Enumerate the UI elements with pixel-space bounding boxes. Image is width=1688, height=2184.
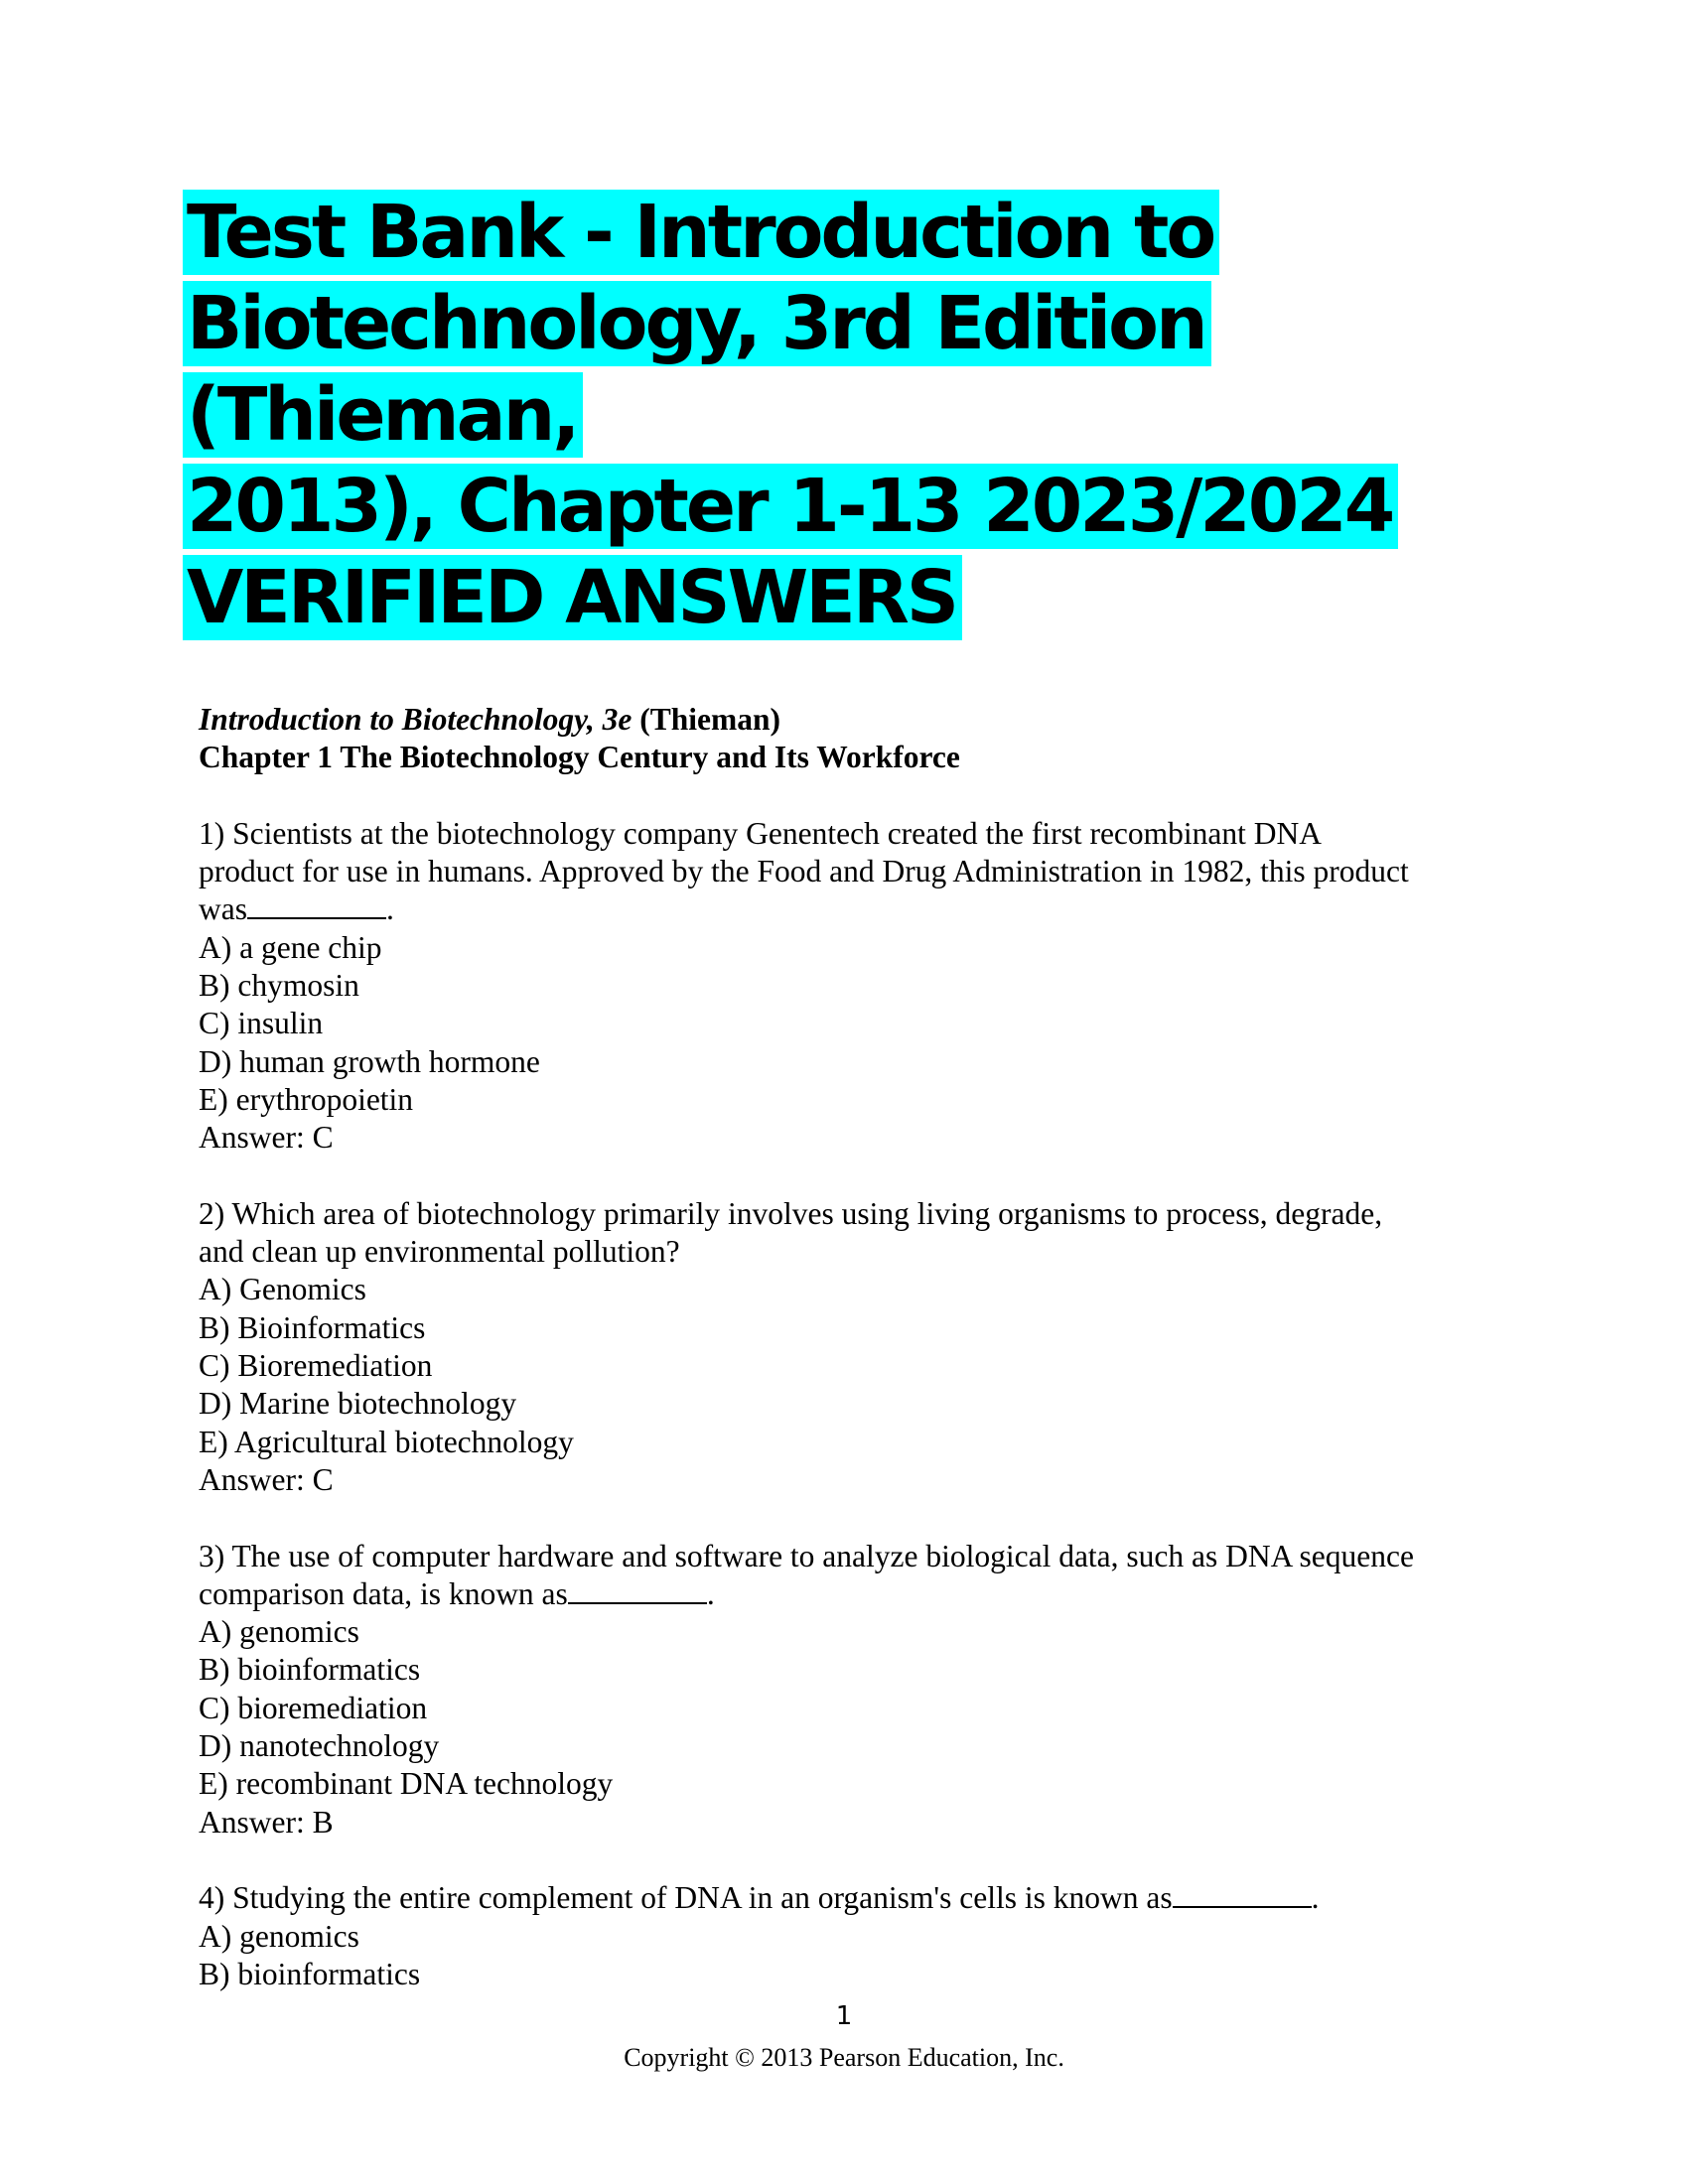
answer-option: B) bioinformatics [199, 1652, 421, 1688]
answer-option: A) a gene chip [199, 929, 382, 965]
book-heading [199, 701, 1509, 739]
question-2 [199, 1195, 1509, 1499]
question-stem-line: 3) The use of computer hardware and software to analyze biological data, such as DNA sequence [199, 1538, 1414, 1573]
answer-option: C) bioremediation [199, 1690, 428, 1725]
answer-blank [247, 893, 386, 919]
answer-option: A) genomics [199, 1614, 359, 1650]
answer-blank [1173, 1882, 1312, 1908]
book-author: (Thieman) [639, 702, 780, 737]
title-line: 2013), Chapter 1-13 2023/2024 [183, 461, 1513, 552]
correct-answer: Answer: B [199, 1804, 334, 1840]
answer-option: A) Genomics [199, 1272, 366, 1307]
document-title [183, 187, 1513, 643]
chapter-heading: Chapter 1 The Biotechnology Century and Its Workforce [199, 740, 960, 775]
question-1 [199, 815, 1509, 1158]
correct-answer: Answer: C [199, 1461, 334, 1497]
page-number: 1 [835, 2001, 853, 2031]
answer-option: E) Agricultural biotechnology [199, 1424, 574, 1459]
document-body [199, 701, 1509, 1993]
question-stem-line: comparison data, is known as . [199, 1575, 715, 1611]
answer-option: A) genomics [199, 1918, 359, 1954]
question-stem-line: and clean up environmental pollution? [199, 1234, 680, 1270]
book-title: Introduction to Biotechnology, 3e [199, 702, 633, 737]
answer-option: D) human growth hormone [199, 1043, 540, 1079]
answer-blank [568, 1578, 707, 1604]
title-line: Biotechnology, 3rd Edition (Thieman, [183, 278, 1513, 461]
question-stem-line: was . [199, 891, 394, 927]
question-stem-line: 2) Which area of biotechnology primarily involves using living organisms to process, degrade, [199, 1195, 1383, 1231]
answer-option: E) erythropoietin [199, 1081, 414, 1117]
answer-option: D) Marine biotechnology [199, 1386, 517, 1422]
title-line: VERIFIED ANSWERS [183, 552, 1513, 643]
question-3 [199, 1538, 1509, 1842]
question-stem-line: product for use in humans. Approved by the Food and Drug Administration in 1982, this product [199, 854, 1409, 889]
answer-option: B) chymosin [199, 968, 359, 1004]
title-line: Test Bank - Introduction to [183, 187, 1513, 278]
question-stem-line: 1) Scientists at the biotechnology company Genentech created the first recombinant DNA [199, 815, 1323, 851]
copyright-footer: Copyright © 2013 Pearson Education, Inc. [624, 2043, 1064, 2072]
answer-option: E) recombinant DNA technology [199, 1766, 614, 1802]
correct-answer: Answer: C [199, 1120, 334, 1156]
answer-option: B) bioinformatics [199, 1956, 421, 1991]
answer-option: C) Bioremediation [199, 1348, 433, 1384]
question-stem-line: 4) Studying the entire complement of DNA in an organism's cells is known as . [199, 1880, 1320, 1916]
answer-option: D) nanotechnology [199, 1728, 440, 1764]
answer-option: B) Bioinformatics [199, 1309, 426, 1345]
question-4 [199, 1879, 1509, 1993]
answer-option: C) insulin [199, 1006, 324, 1041]
